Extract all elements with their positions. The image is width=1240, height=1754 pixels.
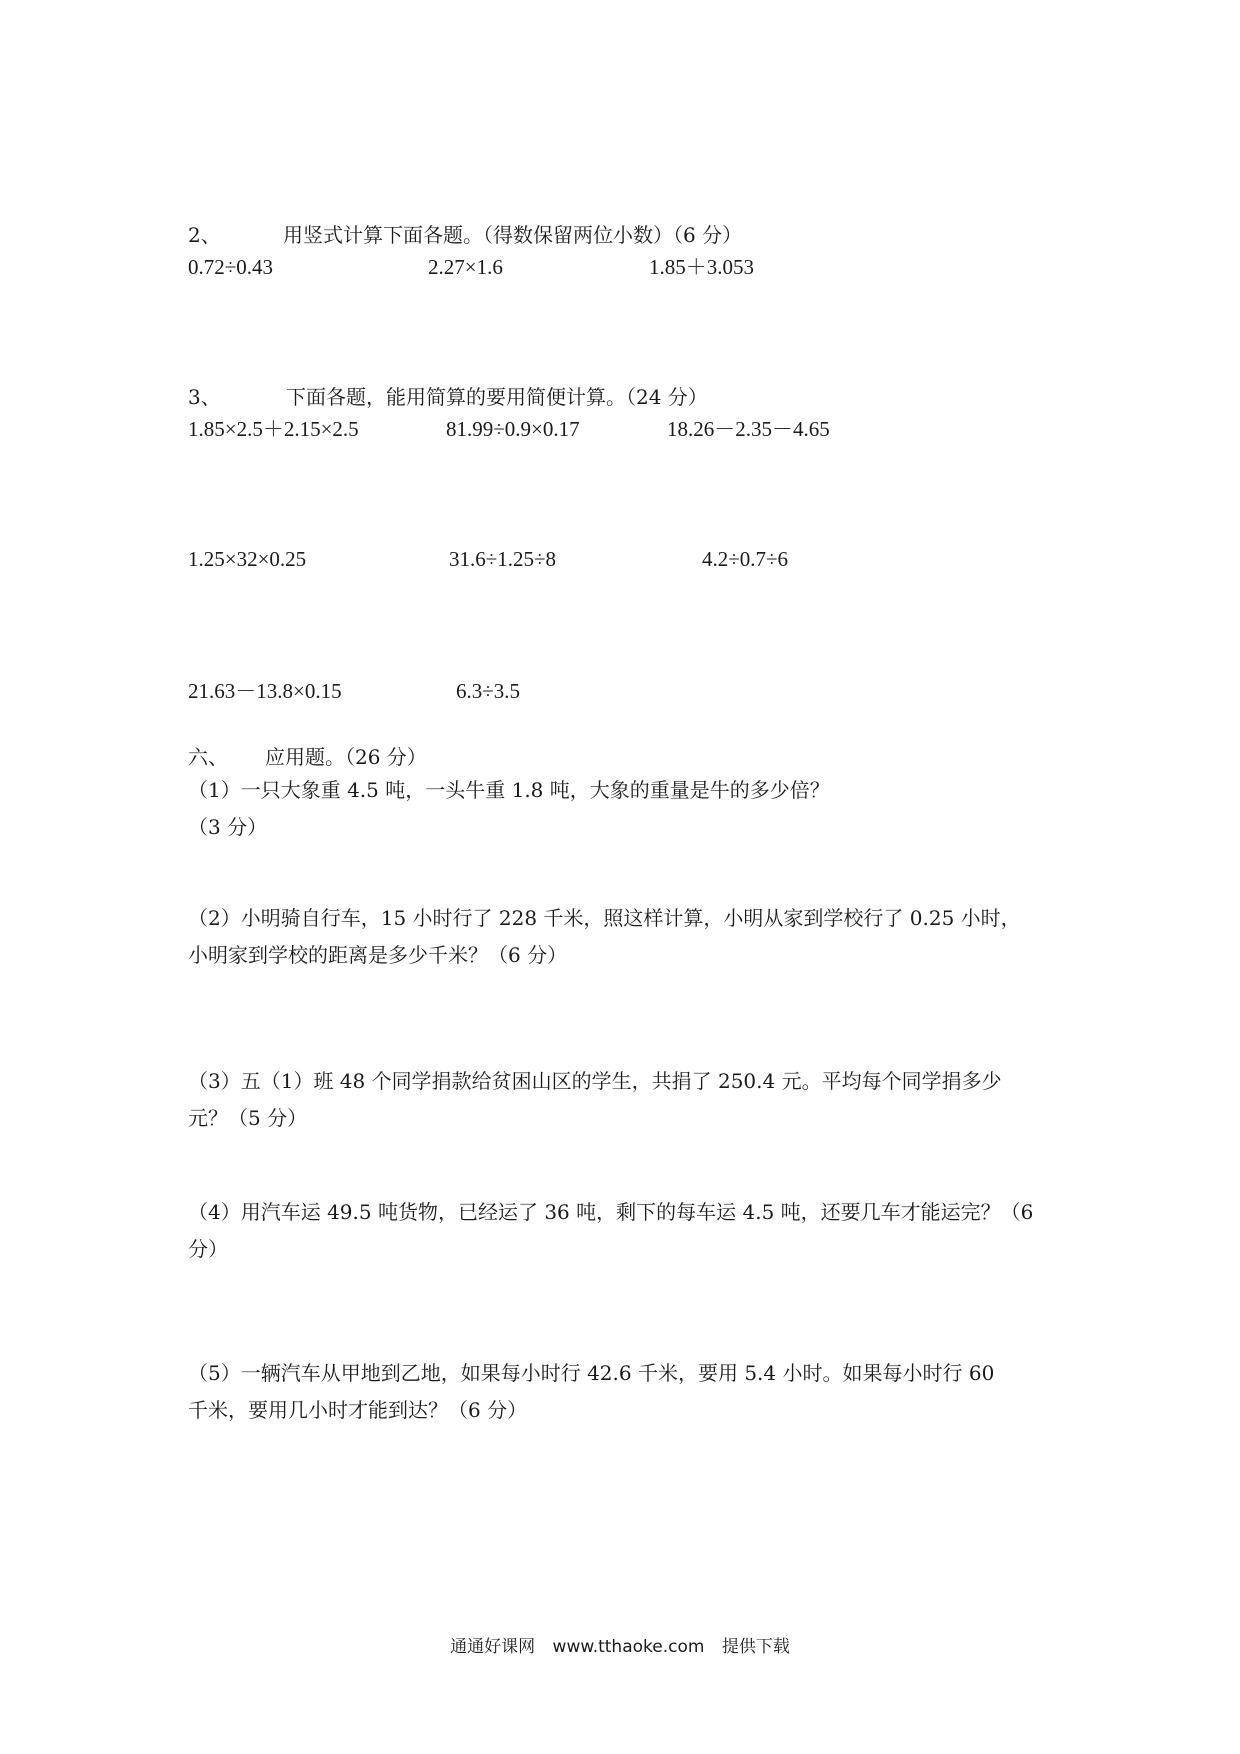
problem-1-line-1: （1）一只大象重 4.5 吨，一头牛重 1.8 吨，大象的重量是牛的多少倍？ <box>188 778 830 802</box>
footer-url-link[interactable]: www.tthaoke.com <box>552 1637 705 1657</box>
q3-row3-expression-2: 6.3÷3.5 <box>456 679 521 703</box>
word-problem-2 <box>188 900 1068 974</box>
question-2-number: 2、 <box>188 223 221 247</box>
q3-row1-expression-2: 81.99÷0.9×0.17 <box>446 417 580 441</box>
q2-expression-1: 0.72÷0.43 <box>188 255 274 279</box>
question-3-number: 3、 <box>188 385 221 409</box>
q3-row2-expression-2: 31.6÷1.25÷8 <box>449 547 557 571</box>
footer-suffix: 提供下载 <box>721 1637 790 1657</box>
problem-3-line-1: （3）五（1）班 48 个同学捐款给贫困山区的学生，共捐了 250.4 元。平均每个同学捐多少 <box>188 1069 1002 1093</box>
footer-site-name: 通通好课网 <box>450 1637 536 1657</box>
q3-row2-expression-1: 1.25×32×0.25 <box>188 547 307 571</box>
q2-expression-3: 1.85＋3.053 <box>649 255 754 279</box>
problem-2-line-2: 小明家到学校的距离是多少千米？（6 分） <box>188 943 568 967</box>
problem-5-line-2: 千米，要用几小时才能到达？（6 分） <box>188 1398 528 1422</box>
section-6-number: 六、 <box>188 745 228 769</box>
q3-row2-expression-3: 4.2÷0.7÷6 <box>702 547 789 571</box>
problem-5-line-1: （5）一辆汽车从甲地到乙地，如果每小时行 42.6 千米，要用 5.4 小时。如果每小时行 60 <box>188 1361 995 1385</box>
problem-2-line-1: （2）小明骑自行车，15 小时行了 228 千米，照这样计算，小明从家到学校行了 0.25 小时， <box>188 906 1021 930</box>
word-problem-5 <box>188 1355 1068 1429</box>
problem-1-line-2: （3 分） <box>188 815 268 839</box>
q2-expression-2: 2.27×1.6 <box>428 255 503 279</box>
problem-3-line-2: 元？（5 分） <box>188 1106 308 1130</box>
q3-row1-expression-3: 18.26－2.35－4.65 <box>667 417 830 441</box>
section-6-title: 应用题。（26 分） <box>265 745 427 769</box>
word-problem-1 <box>188 772 1068 846</box>
q3-row3-expression-1: 21.63－13.8×0.15 <box>188 679 342 703</box>
question-2-title: 用竖式计算下面各题。（得数保留两位小数）（6 分） <box>283 223 743 247</box>
word-problem-4 <box>188 1194 1068 1268</box>
q3-row1-expression-1: 1.85×2.5＋2.15×2.5 <box>188 417 359 441</box>
page-footer <box>0 1632 1240 1657</box>
word-problem-3 <box>188 1063 1068 1137</box>
problem-4-line-2: 分） <box>188 1237 228 1261</box>
question-3-title: 下面各题，能用简算的要用简便计算。（24 分） <box>286 385 708 409</box>
problem-4-line-1: （4）用汽车运 49.5 吨货物，已经运了 36 吨，剩下的每车运 4.5 吨，还要几车才能运完？（6 <box>188 1200 1034 1224</box>
